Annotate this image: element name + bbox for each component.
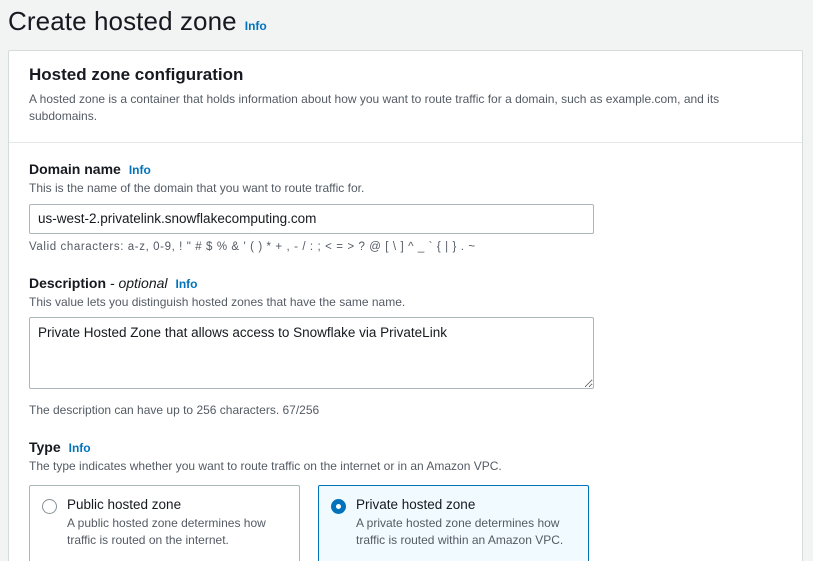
page-title: Create hosted zone [8, 6, 237, 36]
description-textarea[interactable] [29, 317, 594, 389]
card-header [9, 51, 802, 143]
type-label-row [29, 439, 782, 455]
radio-description-private: A private hosted zone determines how traffic is routed within an Amazon VPC. [356, 516, 564, 547]
radio-icon-public[interactable] [42, 499, 57, 514]
radio-card-private-hosted-zone[interactable] [318, 485, 589, 561]
type-hint: The type indicates whether you want to route traffic on the internet or in an Amazon VPC. [29, 459, 502, 474]
radio-title-private: Private hosted zone [356, 497, 476, 513]
page-info-link[interactable]: Info [244, 19, 267, 33]
domain-name-input[interactable] [29, 204, 594, 234]
radio-icon-private[interactable] [331, 499, 346, 514]
description-label-row [29, 275, 782, 291]
card-description: A hosted zone is a container that holds information about how you want to route traffic for a domain, such as example.com, and its subdomains. [29, 92, 720, 124]
description-info-link[interactable]: Info [175, 276, 198, 291]
domain-name-label: Domain name [29, 160, 121, 177]
domain-name-info-link[interactable]: Info [128, 162, 151, 177]
card-title: Hosted zone configuration [29, 65, 244, 84]
description-label-text: Description [29, 274, 107, 291]
radio-text-public [67, 497, 287, 549]
card-body [9, 143, 802, 561]
domain-name-label-row [29, 161, 782, 177]
description-optional-text: - optional [109, 274, 168, 291]
type-info-link[interactable]: Info [68, 441, 91, 456]
domain-name-hint: This is the name of the domain that you want to route traffic for. [29, 180, 365, 195]
description-field [29, 275, 782, 418]
hosted-zone-configuration-card [8, 50, 803, 561]
type-field [29, 439, 782, 561]
type-radio-group [29, 485, 782, 561]
description-character-count: The description can have up to 256 characters. 67/256 [29, 403, 320, 418]
radio-card-public-hosted-zone[interactable] [29, 485, 300, 561]
description-label [29, 275, 168, 291]
page-header [0, 0, 813, 47]
radio-description-public: A public hosted zone determines how traffic is routed on the internet. [67, 516, 266, 547]
description-hint: This value lets you distinguish hosted zones that have the same name. [29, 294, 406, 309]
domain-name-field [29, 161, 782, 253]
radio-title-public: Public hosted zone [67, 497, 182, 513]
domain-name-valid-characters: Valid characters: a-z, 0-9, ! " # $ % & ' ( ) * + , - / : ; < = > ? @ [ \ ] ^ _ ` { | } . ~ [29, 240, 476, 253]
type-label: Type [29, 439, 61, 456]
radio-text-private [356, 497, 576, 549]
